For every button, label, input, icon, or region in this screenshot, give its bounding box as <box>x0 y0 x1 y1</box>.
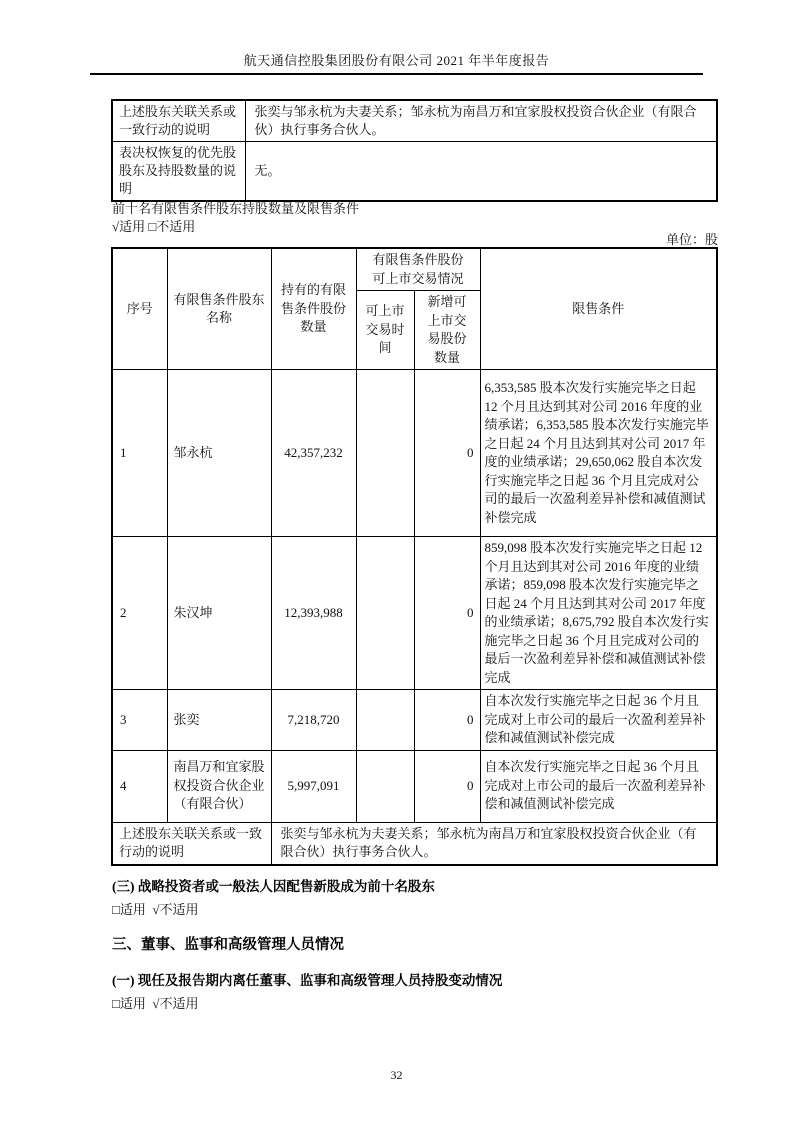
table-footer-row <box>112 822 717 865</box>
preferred-shares-label: 表决权恢复的优先股股东及持股数量的说明 <box>112 142 245 202</box>
table-row <box>112 142 717 202</box>
applicability-note: □适用 √不适用 <box>112 996 199 1011</box>
tradable-time-cell <box>356 370 414 537</box>
col-header-holder: 有限售条件股东名称 <box>167 248 271 370</box>
col-header-tradable-group: 有限售条件股份可上市交易情况 <box>356 248 480 291</box>
table-row <box>112 750 717 822</box>
holder-cell: 南昌万和宜家股权投资合伙企业（有限合伙） <box>167 750 271 822</box>
new-tradable-cell: 0 <box>414 537 480 690</box>
table-row <box>112 100 717 142</box>
tradable-time-cell <box>356 537 414 690</box>
relation-footer-value: 张奕与邹永杭为夫妻关系；邹永杭为南昌万和宜家股权投资合伙企业（有限合伙）执行事务合伙人。 <box>271 822 717 865</box>
table-row <box>112 537 717 690</box>
col-header-shares: 持有的有限售条件股份数量 <box>271 248 356 370</box>
new-tradable-cell: 0 <box>414 370 480 537</box>
report-header-title: 航天通信控股集团股份有限公司 2021 年半年度报告 <box>243 53 550 68</box>
col-header-seq: 序号 <box>112 248 167 370</box>
relation-row-label: 上述股东关联关系或一致行动的说明 <box>112 100 245 142</box>
new-tradable-cell: 0 <box>414 690 480 751</box>
conditions-cell: 859,098 股本次发行实施完毕之日起 12 个月且达到其对公司 2016 年度的业绩承诺；859,098 股本次发行实施完毕之日起 24 个月且达到其对公司 2017 年度的业绩承诺；8,675,792 股自本次发行实施完毕之日起 36 个月且完成对公司的最后一次盈利差异补偿和减值测试补偿完成 <box>480 537 717 690</box>
applicability-note: √适用 □不适用 <box>112 219 196 234</box>
restricted-shares-table <box>111 247 718 866</box>
holder-cell: 邹永杭 <box>167 370 271 537</box>
section-heading-shareholding-changes: (一) 现任及报告期内离任董事、监事和高级管理人员持股变动情况 <box>112 973 503 988</box>
shares-cell: 5,997,091 <box>271 750 356 822</box>
header-divider <box>90 73 703 75</box>
col-header-new-tradable: 新增可上市交易股份数量 <box>414 291 480 370</box>
col-header-conditions: 限售条件 <box>480 248 717 370</box>
table-header-row <box>112 248 717 291</box>
seq-cell: 4 <box>112 750 167 822</box>
tradable-time-cell <box>356 690 414 751</box>
restricted-shares-section-title: 前十名有限售条件股东持股数量及限售条件 <box>112 201 360 216</box>
relation-footer-label: 上述股东关联关系或一致行动的说明 <box>112 822 271 865</box>
seq-cell: 3 <box>112 690 167 751</box>
holder-cell: 朱汉坤 <box>167 537 271 690</box>
section-heading-directors: 三、董事、监事和高级管理人员情况 <box>112 937 344 953</box>
section-heading-strategic-investors: (三) 战略投资者或一般法人因配售新股成为前十名股东 <box>112 879 435 894</box>
shareholder-relation-table <box>111 99 718 202</box>
shares-cell: 12,393,988 <box>271 537 356 690</box>
table-row <box>112 690 717 751</box>
holder-cell: 张奕 <box>167 690 271 751</box>
relation-row-value: 张奕与邹永杭为夫妻关系；邹永杭为南昌万和宜家股权投资合伙企业（有限合伙）执行事务合伙人。 <box>245 100 717 142</box>
page-number: 32 <box>390 1068 403 1082</box>
conditions-cell: 自本次发行实施完毕之日起 36 个月且完成对上市公司的最后一次盈利差异补偿和减值测试补偿完成 <box>480 750 717 822</box>
shares-cell: 42,357,232 <box>271 370 356 537</box>
seq-cell: 2 <box>112 537 167 690</box>
conditions-cell: 6,353,585 股本次发行实施完毕之日起 12 个月且达到其对公司 2016 年度的业绩承诺；6,353,585 股本次发行实施完毕之日起 24 个月且达到其对公司 2017 年度的业绩承诺；29,650,062 股自本次发行实施完毕之日起 36 个月且完成对公司的最后一次盈利差异补偿和减值测试补偿完成 <box>480 370 717 537</box>
preferred-shares-value: 无。 <box>245 142 717 202</box>
conditions-cell: 自本次发行实施完毕之日起 36 个月且完成对上市公司的最后一次盈利差异补偿和减值测试补偿完成 <box>480 690 717 751</box>
col-header-tradable-time: 可上市交易时间 <box>356 291 414 370</box>
table-row <box>112 370 717 537</box>
tradable-time-cell <box>356 750 414 822</box>
applicability-note: □适用 √不适用 <box>112 902 199 917</box>
shares-cell: 7,218,720 <box>271 690 356 751</box>
new-tradable-cell: 0 <box>414 750 480 822</box>
unit-label: 单位：股 <box>665 232 718 247</box>
seq-cell: 1 <box>112 370 167 537</box>
